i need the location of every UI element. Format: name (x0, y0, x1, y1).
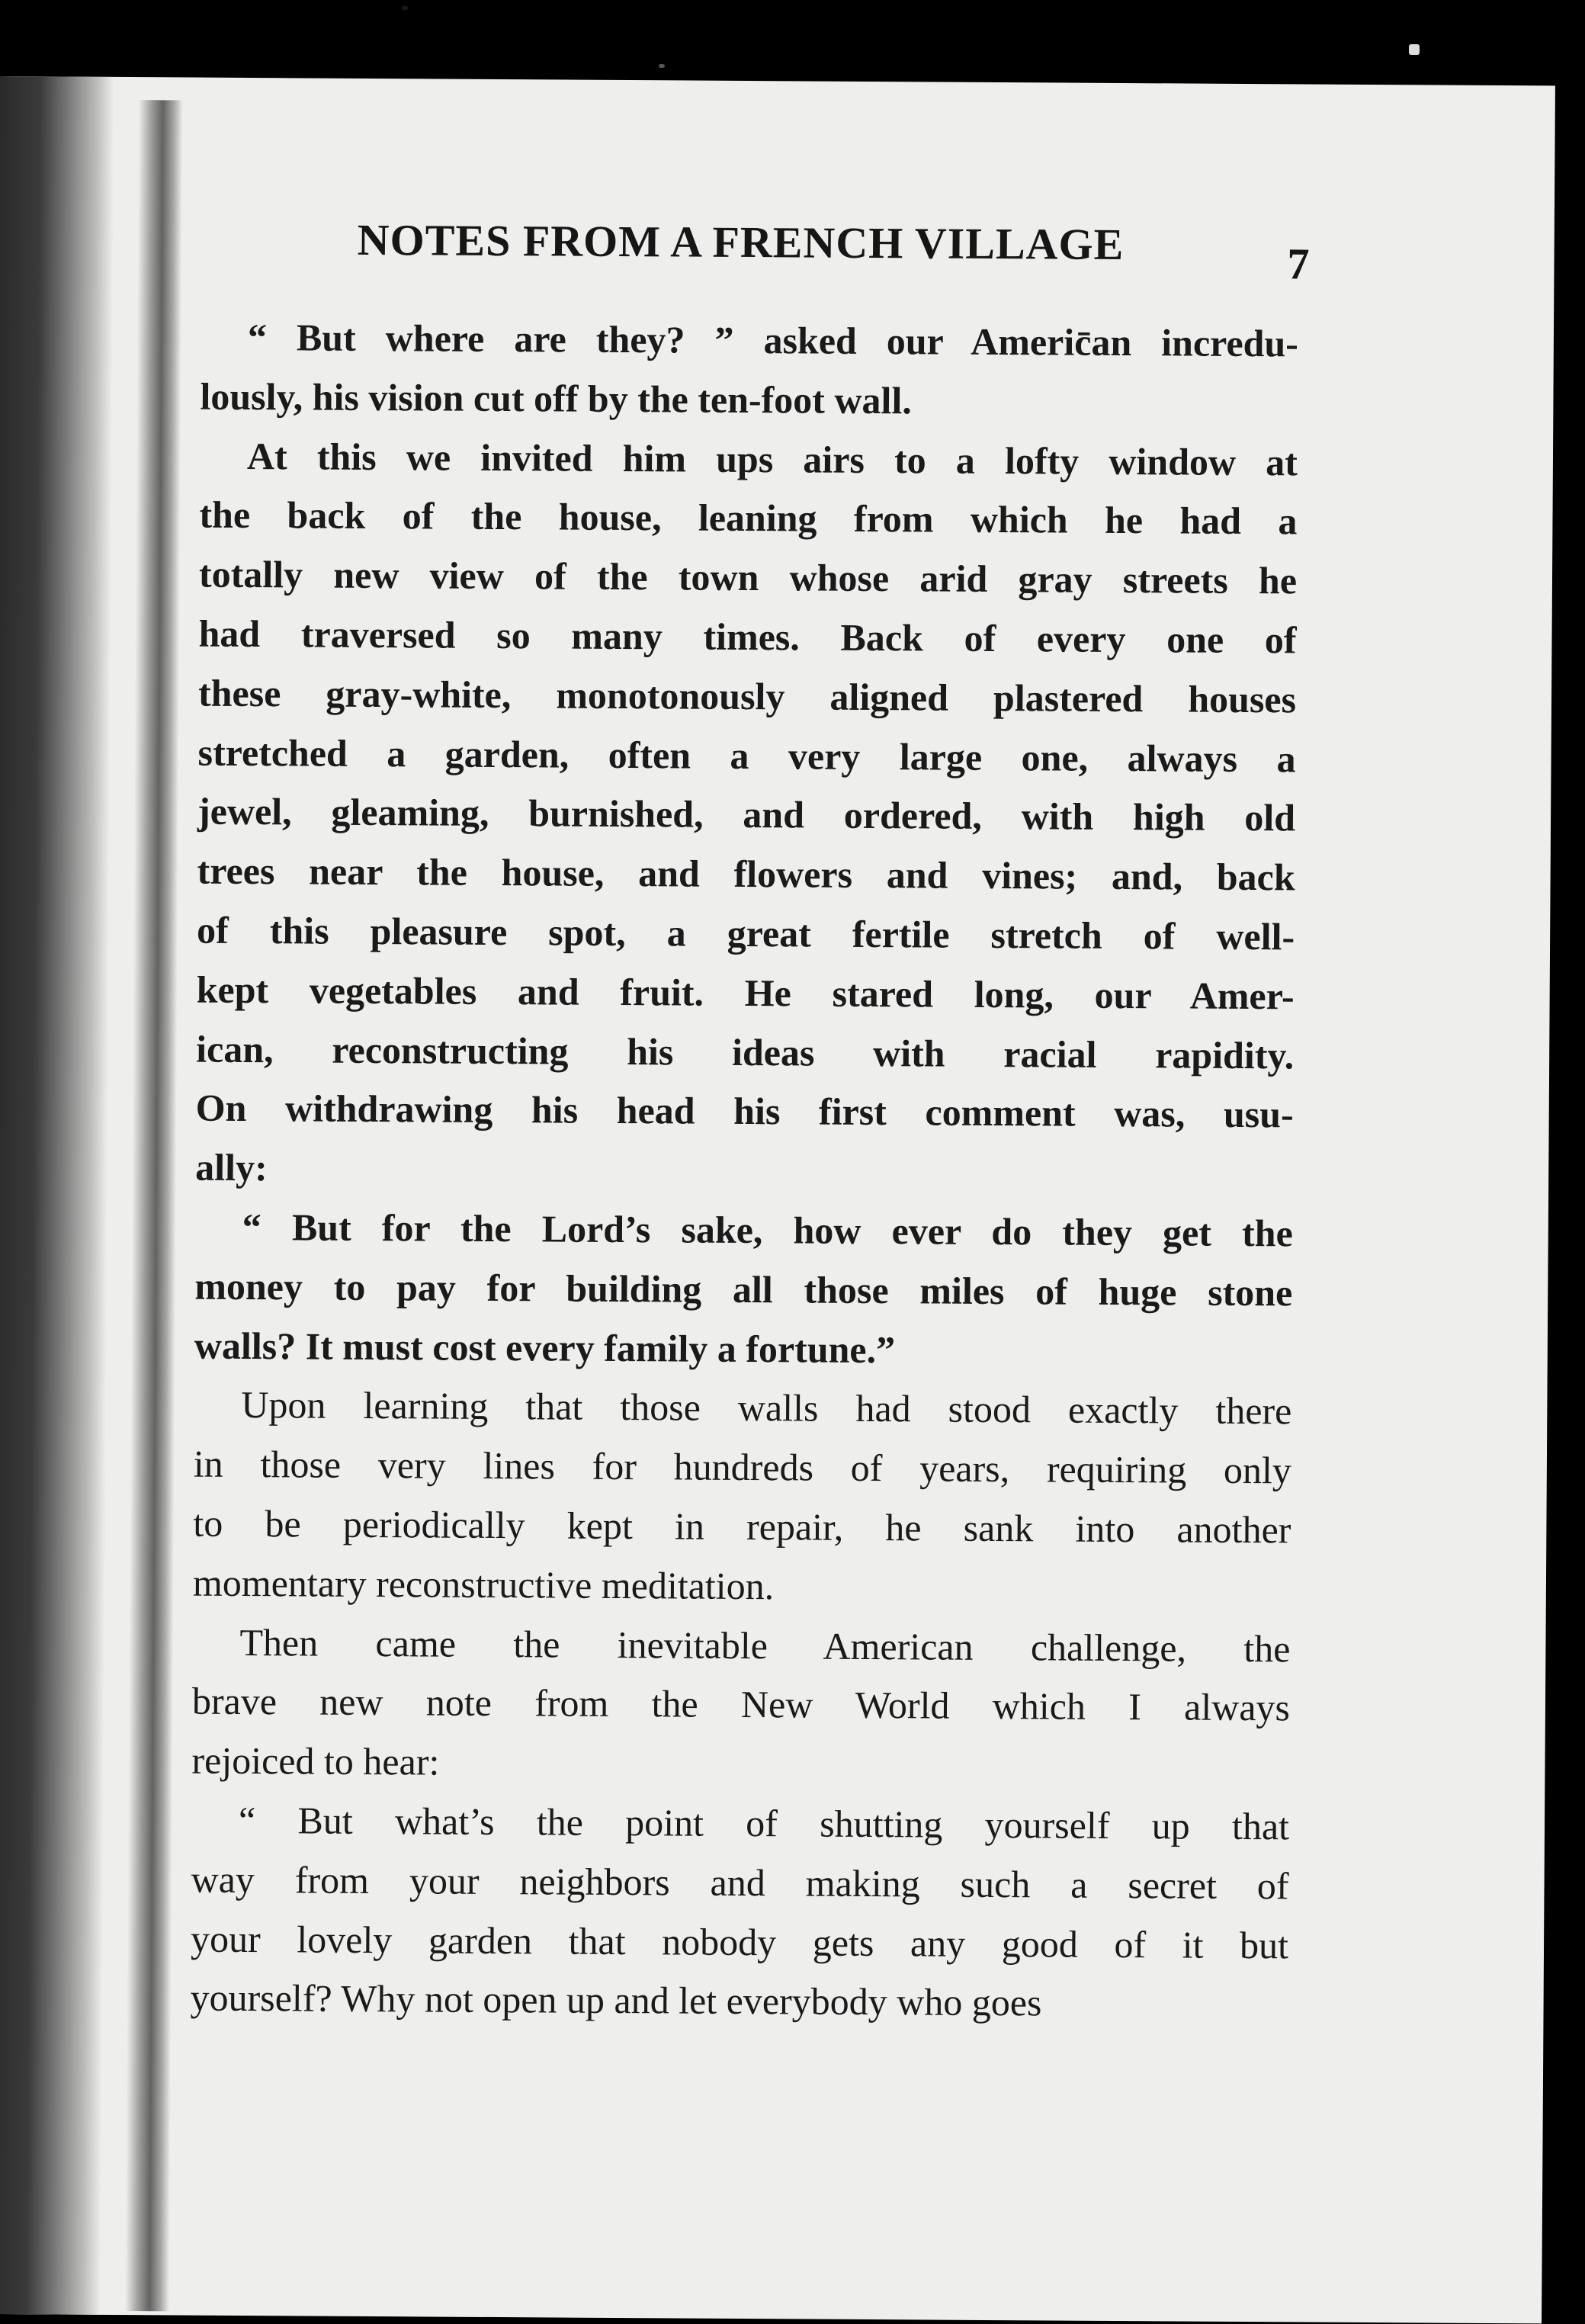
text-line: At this we invited him ups airs to a lofty window at (246, 434, 1298, 483)
text-line: brave new note from the New World which I always (191, 1679, 1291, 1729)
text-line: rejoiced to hear: (191, 1738, 440, 1783)
text-line: totally new view of the town whose arid gray streets he (198, 552, 1298, 602)
text-line: “ But where are they? ” asked our Americ̄an incredu- (247, 315, 1299, 365)
body-text (190, 308, 1298, 2035)
running-head: NOTES FROM A FRENCH VILLAGE (357, 214, 1125, 270)
text-line: ican, reconstructing his ideas with racial rapidity. (196, 1027, 1295, 1077)
scan-speck (659, 64, 665, 68)
text-line: ally: (195, 1145, 268, 1189)
text-line: jewel, gleaming, burnished, and ordered, with high old (197, 789, 1296, 839)
text-line: “ But for the Lord’s sake, how ever do they get the (242, 1205, 1293, 1255)
page-gutter-shadow (125, 100, 183, 2311)
text-line: the back of the house, leaning from which he had a (199, 493, 1298, 543)
text-line: walls? It must cost every family a fortune.” (194, 1324, 896, 1371)
paragraph (200, 308, 1298, 433)
text-line: in those very lines for hundreds of years, requiring only (193, 1442, 1292, 1492)
text-line: to be periodically kept in repair, he sank into another (193, 1501, 1291, 1552)
text-line: stretched a garden, often a very large one, always a (197, 730, 1296, 780)
text-line: On withdrawing his head his first comment was, usu- (195, 1086, 1294, 1136)
paragraph (193, 1375, 1292, 1619)
text-line: had traversed so many times. Back of every one of (198, 611, 1297, 662)
text-line: momentary reconstructive meditation. (192, 1561, 775, 1607)
text-line: these gray-white, monotonously aligned plastered houses (197, 671, 1297, 721)
paragraph (190, 1790, 1289, 2034)
text-line: of this pleasure spot, a great fertile stretch of well- (196, 908, 1295, 958)
text-line: Upon learning that those walls had stood exactly there (241, 1383, 1292, 1433)
text-line: yourself? Why not open up and let everybody who goes (190, 1976, 1042, 2024)
paragraph (195, 426, 1298, 1204)
text-line: lously, his vision cut off by the ten-foot wall. (200, 374, 913, 422)
scan-speck (1409, 44, 1420, 55)
paragraph (194, 1198, 1293, 1382)
text-line: way from your neighbors and making such a secret of (191, 1857, 1289, 1908)
page-binding-edge (0, 76, 114, 2315)
text-line: your lovely garden that nobody gets any good of it but (190, 1917, 1289, 1966)
scan-speck (402, 6, 408, 10)
text-line: Then came the inevitable American challenge, the (239, 1620, 1291, 1670)
paragraph (191, 1613, 1290, 1797)
text-line: kept vegetables and fruit. He stared long, our Amer- (196, 968, 1295, 1018)
text-line: trees near the house, and flowers and vines; and, back (197, 849, 1295, 899)
text-line: “ But what’s the point of shutting yourself up that (238, 1798, 1290, 1848)
page-number: 7 (1287, 239, 1310, 289)
book-page (0, 76, 1555, 2323)
text-line: money to pay for building all those miles of huge stone (194, 1264, 1293, 1314)
